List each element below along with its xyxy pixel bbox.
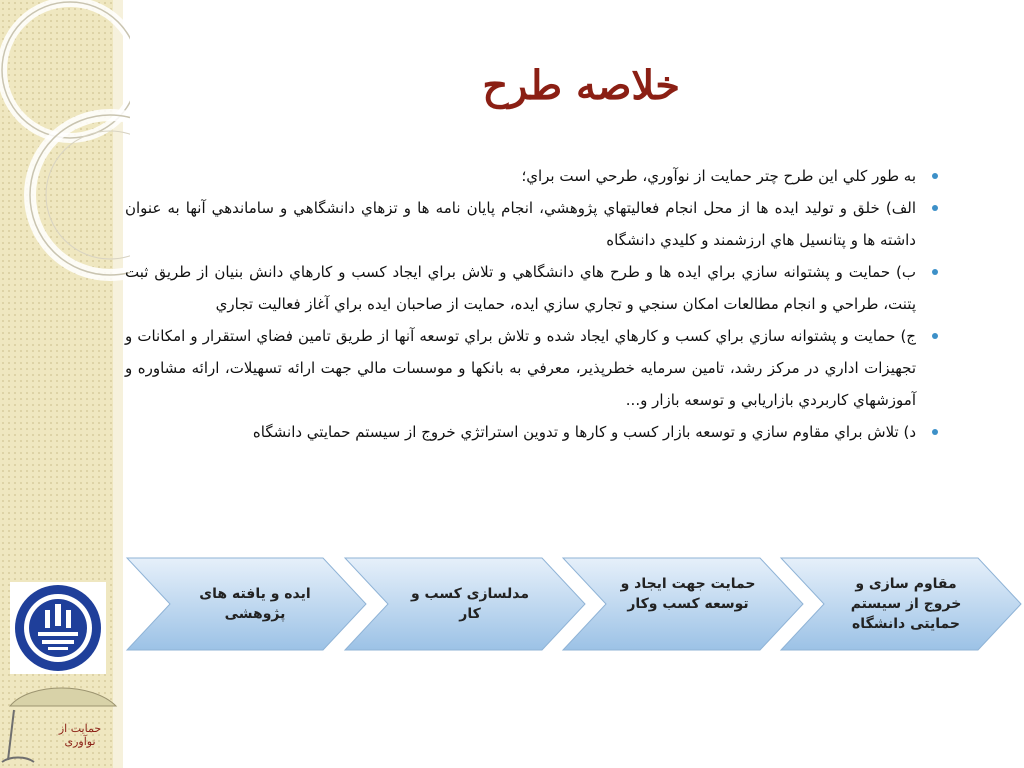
bullet-text: ج) حمايت و پشتوانه سازي براي كسب و كارهاي ايجاد شده و تلاش براي توسعه آنها از طريق تامين فضاي استقرار و امكانات و تجهيزات اداري در مركز رشد، تامين سرمايه خطرپذير، معرفي به بانكها و موسسات مالي جهت ارائه تسهيلات، ارائه مشاوره و آموزشهاي كاربردي بازاريابي و توسعه بازار و...: [125, 327, 916, 409]
bullet-text: الف) خلق و توليد ايده ها از محل انجام فعاليتهاي پژوهشي، انجام پايان نامه ها و تزهاي دانشگاهي و ساماندهي آنها به عنوان داشته ها و پتانسيل هاي ارزشمند و كليدي دانشگاه: [125, 199, 916, 249]
process-step-3-label: حمایت جهت ایجاد و توسعه کسب وکار: [620, 576, 756, 612]
slide-title: خلاصه طرح: [482, 62, 680, 109]
bullet-text: د) تلاش براي مقاوم سازي و توسعه بازار كسب و كارها و تدوين استراتژي خروج از سيستم حمايتي دانشگاه: [252, 423, 916, 441]
bullet-text: ب) حمايت و پشتوانه سازي براي ايده ها و طرح هاي دانشگاهي و تلاش براي ايجاد كسب و كارهاي دانش بنيان از طريق ثبت پتنت، طراحي و انجام مطالعات امكان سنجي و تجاري سازي ايده، حمايت از صاحبان ايده براي آغاز فعاليت تجاري: [125, 263, 916, 313]
brand-tagline: حمایت از نوآوری: [58, 722, 102, 748]
bullet-text: به طور كلي اين طرح چتر حمايت از نوآوري، طرحي است براي؛: [521, 167, 916, 185]
university-logo: [10, 582, 106, 674]
process-step-4-label: مقاوم سازی و خروج از سیستم حمایتی دانشگاه: [850, 576, 962, 632]
process-step-2-label: مدلسازی کسب و کار: [410, 586, 530, 622]
process-step-1-label: ایده و یافته های پژوهشی: [199, 586, 311, 622]
university-seal-icon: [10, 582, 106, 674]
